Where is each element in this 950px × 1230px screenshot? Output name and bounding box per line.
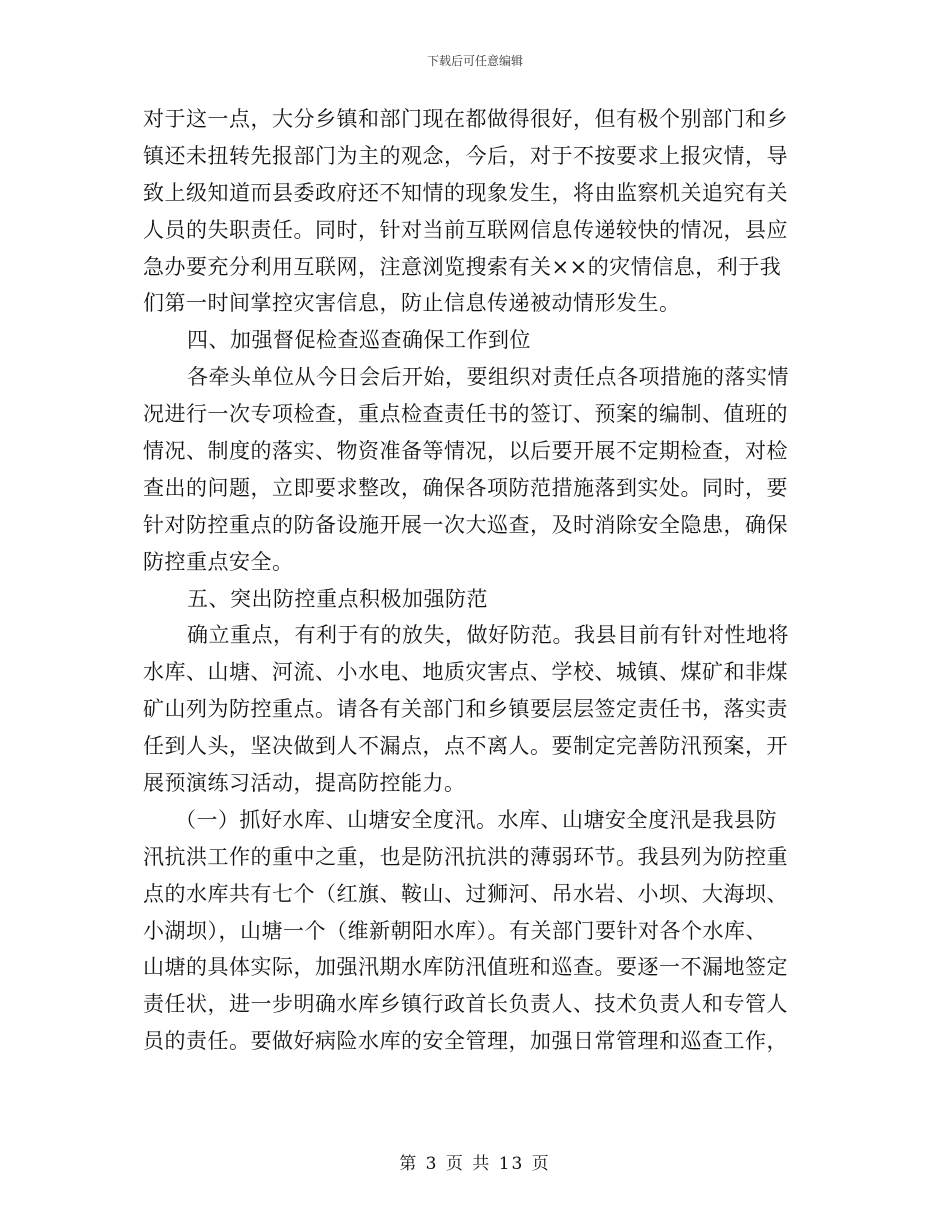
text-line: 小湖坝），山塘一个（维新朝阳水库）。有关部门要针对各个水库、 <box>143 918 767 943</box>
paragraph-start: 确立重点，有利于有的放失，做好防范。我县目前有针对性地将 <box>187 623 789 648</box>
text-line: 镇还未扭转先报部门为主的观念，今后，对于不按要求上报灾情，导 <box>143 143 788 168</box>
text-line: 山塘的具体实际，加强汛期水库防汛值班和巡查。要逐一不漏地签定 <box>143 955 788 980</box>
text-line: 水库、山塘、河流、小水电、地质灾害点、学校、城镇、煤矿和非煤 <box>143 660 788 685</box>
text-line: 对于这一点，大分乡镇和部门现在都做得很好，但有极个别部门和乡 <box>143 107 788 131</box>
text-line: 情况、制度的落实、物资准备等情况，以后要开展不定期检查，对检 <box>143 439 788 464</box>
paragraph-start: 各牵头单位从今日会后开始，要组织对责任点各项措施的落实情 <box>187 365 789 390</box>
text-line: 汛抗洪工作的重中之重，也是防汛抗洪的薄弱环节。我县列为防控重 <box>143 844 788 869</box>
section-heading: 四、加强督促检查巡查确保工作到位 <box>187 328 531 353</box>
text-line: 们第一时间掌控灾害信息，防止信息传递被动情形发生。 <box>143 291 681 316</box>
text-line: 针对防控重点的防备设施开展一次大巡查，及时消除安全隐患，确保 <box>143 512 788 537</box>
text-line: 况进行一次专项检查，重点检查责任书的签订、预案的编制、值班的 <box>143 402 788 427</box>
text-line: 责任状，进一步明确水库乡镇行政首长负责人、技术负责人和专管人 <box>143 992 788 1017</box>
section-heading: 五、突出防控重点积极加强防范 <box>187 586 488 611</box>
text-line: 任到人头，坚决做到人不漏点，点不离人。要制定完善防汛预案，开 <box>143 734 788 759</box>
text-line: 矿山列为防控重点。请各有关部门和乡镇要层层签定责任书，落实责 <box>143 697 788 722</box>
text-line: 点的水库共有七个（红旗、鞍山、过狮河、吊水岩、小坝、大海坝、 <box>143 881 788 906</box>
text-line: 员的责任。要做好病险水库的安全管理，加强日常管理和巡查工作， <box>143 1029 788 1054</box>
text-line: 人员的失职责任。同时，针对当前互联网信息传递较快的情况，县应 <box>143 217 788 242</box>
text-line: 查出的问题，立即要求整改，确保各项防范措施落到实处。同时，要 <box>143 475 788 500</box>
document-body <box>143 101 805 1060</box>
text-line: 急办要充分利用互联网，注意浏览搜索有关××的灾情信息，利于我 <box>143 254 782 279</box>
text-line: 展预演练习活动，提高防控能力。 <box>143 771 466 796</box>
subsection-paragraph-start: （一）抓好水库、山塘安全度汛。水库、山塘安全度汛是我县防 <box>175 807 777 832</box>
text-line: 致上级知道而县委政府还不知情的现象发生，将由监察机关追究有关 <box>143 180 788 205</box>
page-header: 下载后可任意编辑 <box>426 54 523 68</box>
text-line: 防控重点安全。 <box>143 549 294 574</box>
page-number-footer: 第 3 页 共 13 页 <box>399 1154 551 1174</box>
